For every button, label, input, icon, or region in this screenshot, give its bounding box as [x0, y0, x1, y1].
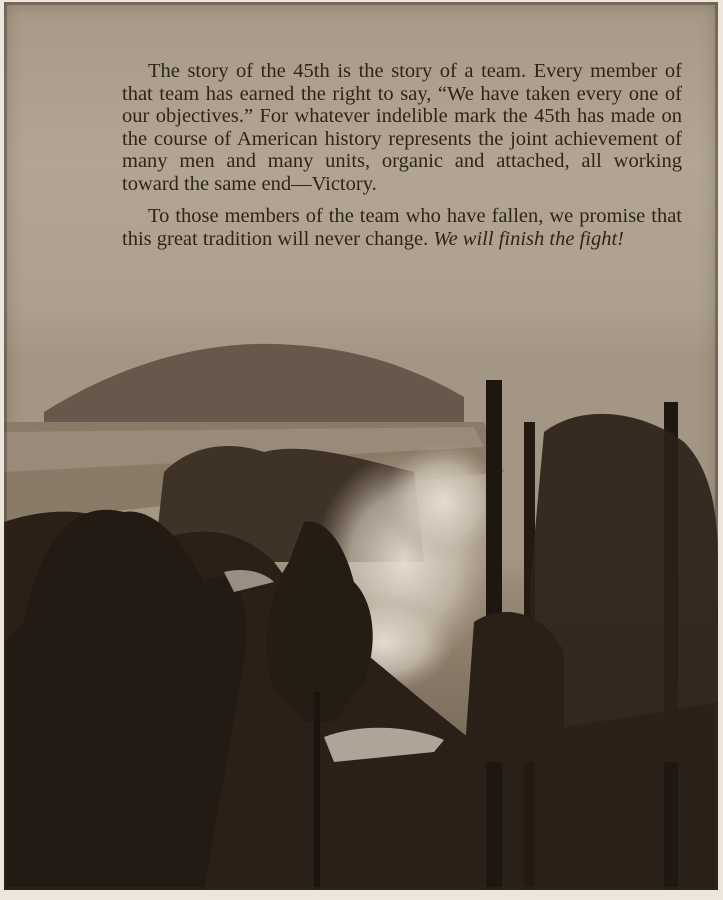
paragraph-team: The story of the 45th is the story of a team. Every member of that team has earned the right to say, “We have taken every one of our objectives.” For whatever indelible mark the 45th has made on the course of American history represents the joint achievement of many men and many units, organic and attached, all working toward the same end—Victory. [122, 60, 682, 195]
paragraph-fallen [122, 205, 682, 250]
right-canopy [530, 414, 718, 762]
tribute-text [122, 60, 682, 250]
foreground-forest [4, 512, 718, 890]
booklet-page [4, 2, 718, 890]
smoke-cloud [314, 452, 494, 672]
paragraph-fallen-text: To those members of the team who have fallen, we promise that this great tradition will never change. [122, 205, 682, 250]
center-grove [154, 446, 424, 562]
left-pines [4, 510, 247, 890]
central-pine [267, 521, 373, 722]
valley-fields [4, 422, 504, 522]
tall-trunk [486, 380, 502, 890]
distant-hill [44, 344, 464, 432]
finish-the-fight: We will finish the fight! [433, 227, 624, 250]
